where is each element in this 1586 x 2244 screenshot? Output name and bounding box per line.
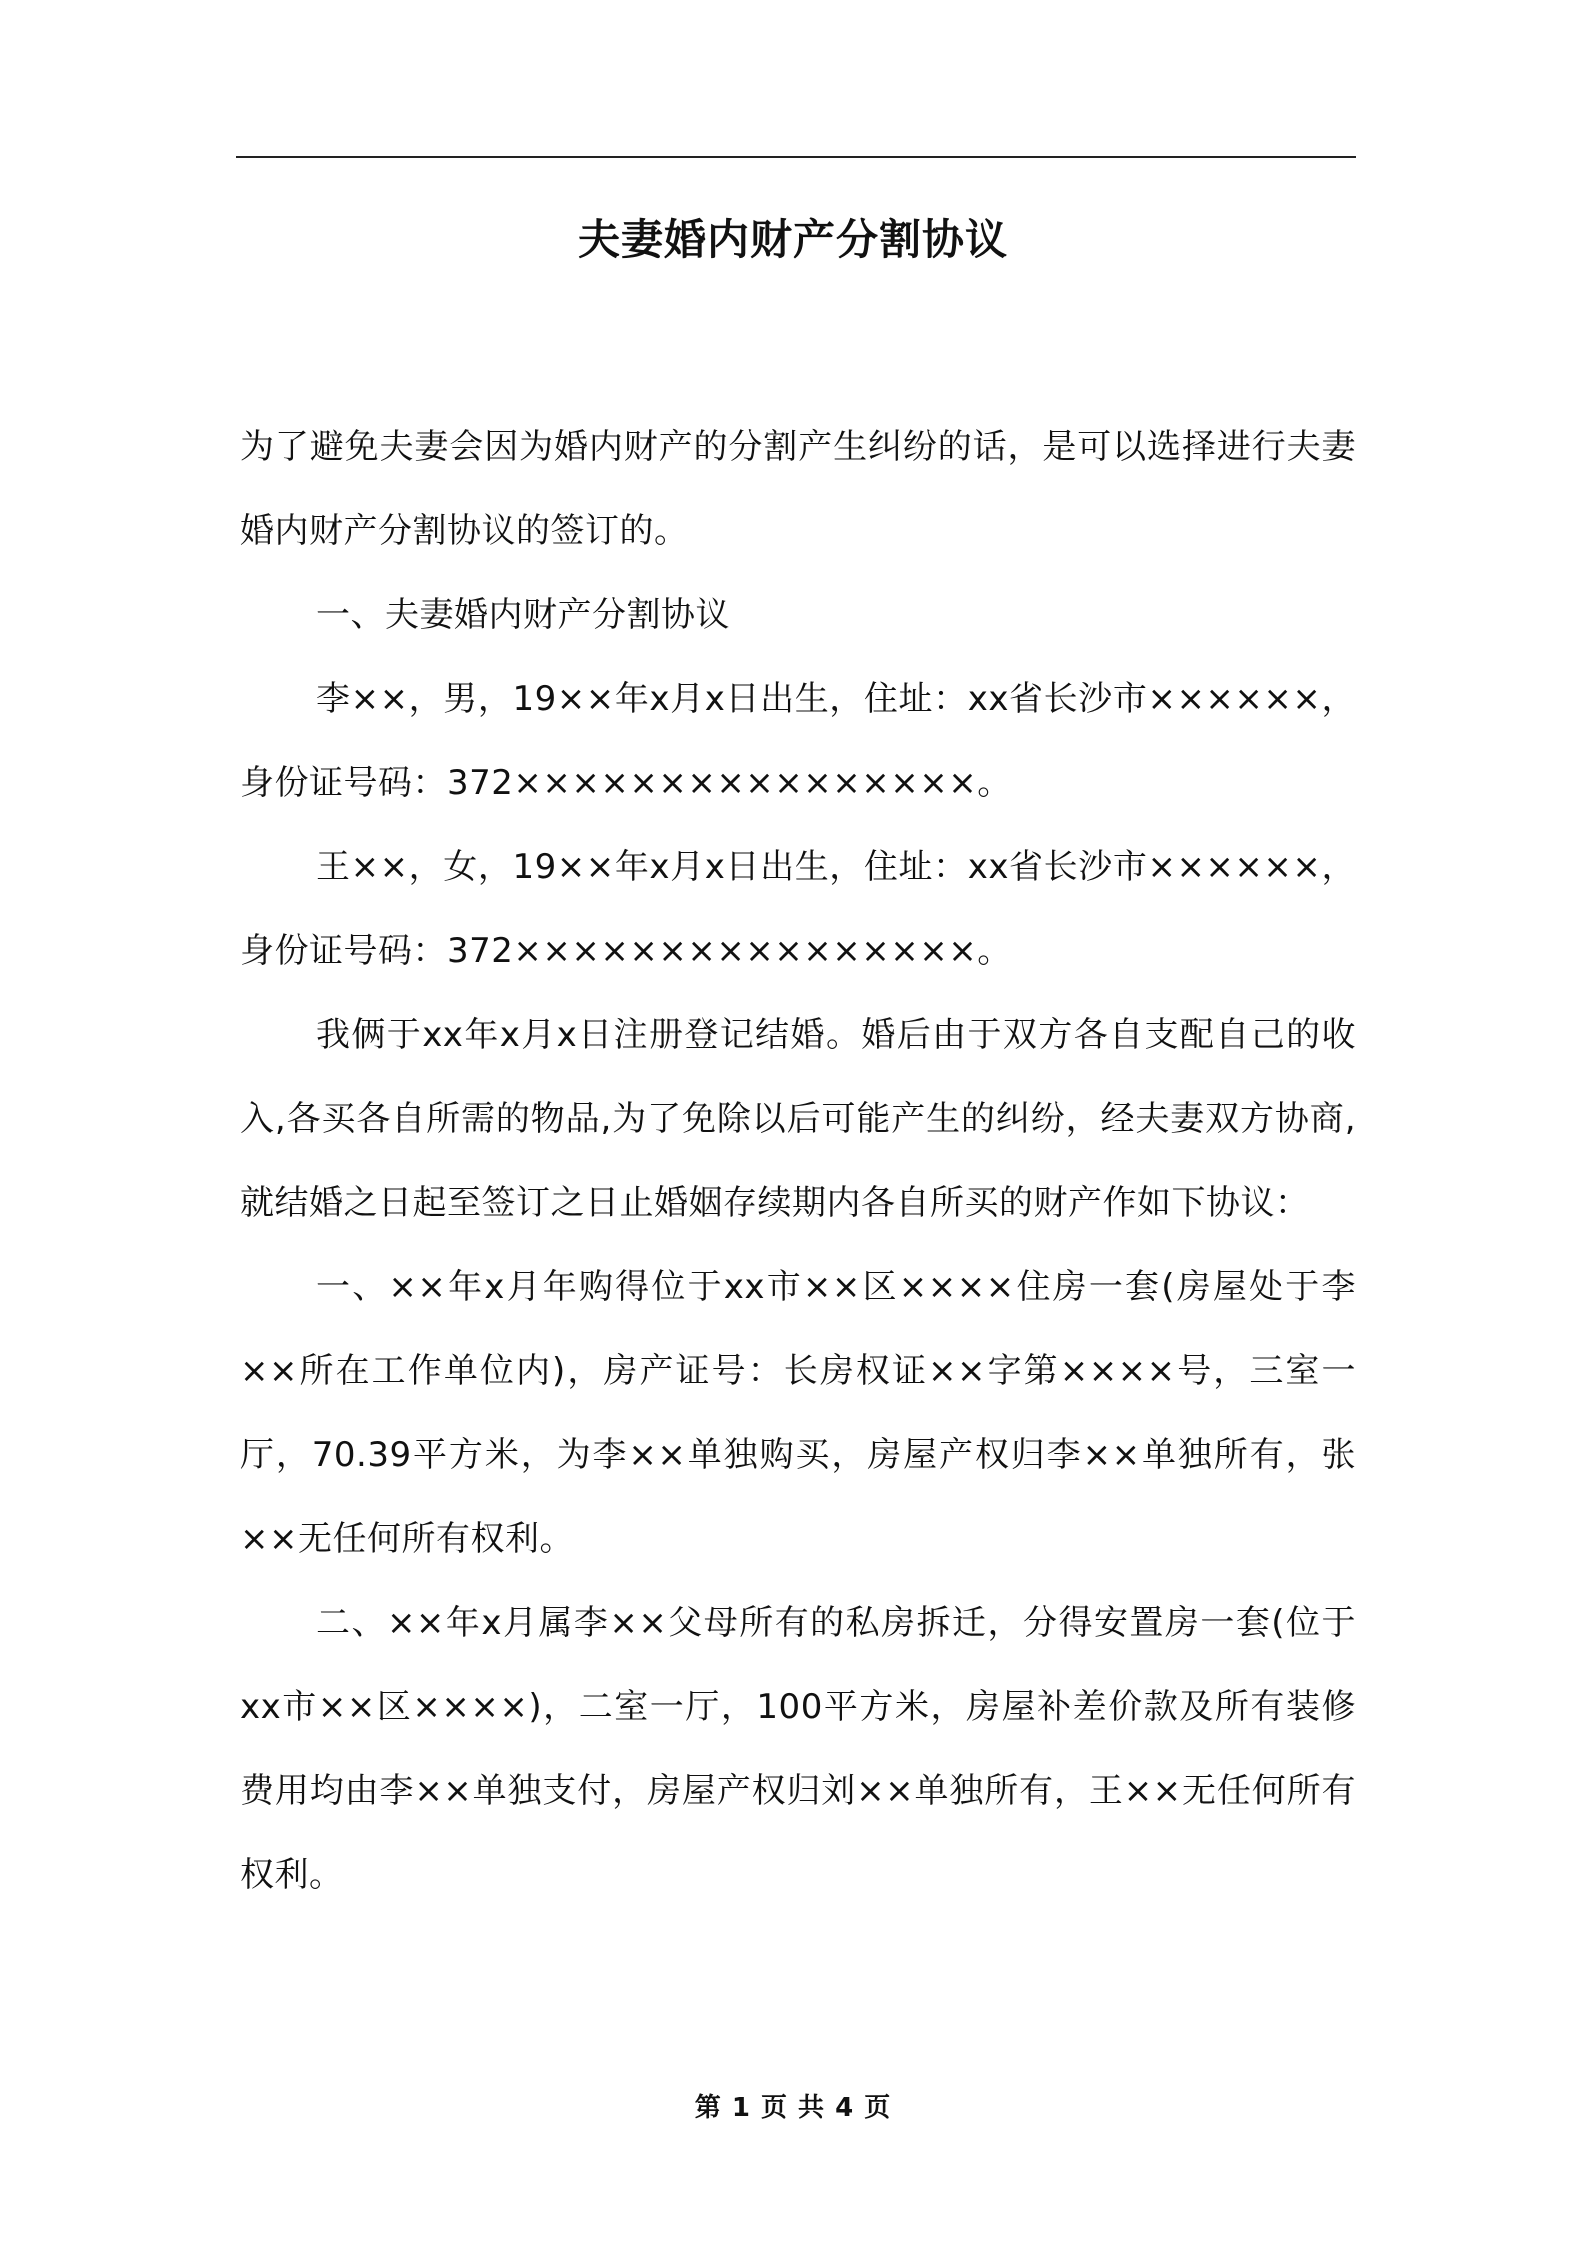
marriage-paragraph: 我俩于xx年x月x日注册登记结婚。婚后由于双方各自支配自己的收入,各买各自所需的物品,为了免除以后可能产生的纠纷，经夫妻双方协商,就结婚之日起至签订之日止婚姻存续期内各自所买的财产作如下协议： — [240, 1015, 1356, 1223]
clause-two-paragraph: 二、××年x月属李××父母所有的私房拆迁，分得安置房一套(位于xx市××区××××)，二室一厅，100平方米，房屋补差价款及所有装修费用均由李××单独支付，房屋产权归刘××单独所有，王××无任何所有权利。 — [240, 1603, 1356, 1895]
document-title: 夫妻婚内财产分割协议 — [577, 215, 1008, 264]
party-wife-paragraph: 王××，女，19××年x月x日出生，住址：xx省长沙市××××××，身份证号码：372××××××××××××××××。 — [240, 847, 1356, 971]
document-body — [240, 405, 1356, 1917]
party-husband-paragraph: 李××，男，19××年x月x日出生，住址：xx省长沙市××××××，身份证号码：372××××××××××××××××。 — [240, 679, 1356, 803]
page-number-footer: 第 1 页 共 4 页 — [694, 2093, 892, 2123]
clause-one-paragraph: 一、××年x月年购得位于xx市××区××××住房一套(房屋处于李××所在工作单位内)，房产证号：长房权证××字第××××号，三室一厅，70.39平方米，为李××单独购买，房屋产权归李××单独所有，张××无任何所有权利。 — [240, 1267, 1356, 1559]
intro-paragraph: 为了避免夫妻会因为婚内财产的分割产生纠纷的话，是可以选择进行夫妻婚内财产分割协议的签订的。 — [240, 427, 1356, 551]
section-heading: 一、夫妻婚内财产分割协议 — [316, 595, 730, 635]
header-rule — [236, 156, 1356, 158]
